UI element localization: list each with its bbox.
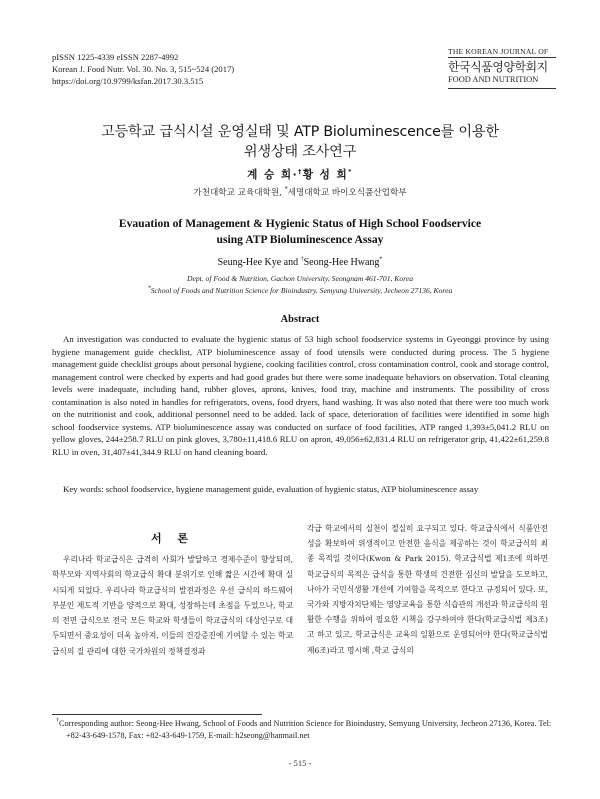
corresponding-mark: † — [298, 168, 303, 176]
affiliations-english — [0, 273, 600, 296]
affiliations-korean — [0, 186, 600, 198]
intro-left-column: 우리나라 학교급식은 급격히 사회가 발달하고 경제수준이 향상되며, 학부모와 지역사회의 학교급식 확대 분위기로 인해 짧은 시간에 확대 실시되게 되었다. 우리나라 학교급식의 발전과정은 우선 급식의 하드웨어 부분인 제도적 기반을 양적으로 확대, 성장하는데 초점을 두었으나, 학교의 전면 급식으로 전국 모든 학교와 학생들이 학교급식의 대상인구로 대두되면서 중요성이 더욱 높아져, 이들의 건강증진에 기여할 수 있는 학교급식의 질 관리에 대한 국가차원의 정책결정과 — [52, 555, 293, 656]
page-number: - 515 - — [288, 758, 312, 768]
affiliation-mark: * — [348, 168, 353, 176]
author-en-1: Seung-Hee Kye and — [217, 257, 301, 268]
keywords: Key words: school foodservice, hygiene management guide, evaluation of hygienic status, ATP bioluminescence assay — [63, 484, 479, 494]
abstract-heading: Abstract — [280, 314, 320, 325]
title-en-line-2: using ATP Bioluminescence Assay — [216, 233, 384, 246]
author-ko-separator: · — [292, 169, 299, 181]
section-heading-introduction: 서 론 — [150, 532, 195, 545]
affiliation-en-mark: * — [147, 284, 151, 291]
paper-title-korean — [0, 122, 600, 162]
citation-line: Korean J. Food Nutr. Vol. 30. No. 3, 515~524 (2017) — [52, 64, 235, 74]
author-ko-2: 황 성 희 — [302, 169, 349, 181]
journal-logo — [448, 44, 556, 91]
authors-korean — [0, 167, 600, 182]
footnote-text: Corresponding author: Seong-Hee Hwang, School of Foods and Nutrition Science for Bioindustry, Semyung University, Jecheon 27136, Korea. Tel: +82-43-649-1578, Fax: +82-43-649-1759, E-mail: h2seong@hanmail.net — [59, 719, 552, 740]
title-ko-line-1: 고등학교 급식시설 운영실태 및 ATP Bioluminescence를 이용한 — [101, 124, 499, 140]
title-en-line-1: Evauation of Management & Hygienic Status of High School Foodservice — [118, 217, 482, 230]
journal-name-ko: 한국식품영양학회지 — [448, 60, 548, 74]
journal-name-en-bottom: FOOD AND NUTRITION — [448, 75, 539, 84]
journal-logo-rule-top — [448, 57, 556, 58]
journal-name-en-top: THE KOREAN JOURNAL OF — [448, 47, 549, 56]
affiliation-ko-mark: * — [284, 186, 288, 194]
affiliation-en-2: School of Foods and Nutrition Science for Bioindustry, Semyung University, Jecheon 27136, Korea — [150, 285, 453, 295]
footnote-mark: † — [56, 718, 59, 725]
journal-header-info — [52, 51, 234, 87]
affiliation-en-1: Dept. of Food & Nutrition, Gachon University, Seongnam 461-701, Korea — [186, 274, 414, 283]
footnote-divider — [52, 714, 262, 715]
issn-line: pISSN 1225-4339 eISSN 2287-4992 — [52, 52, 179, 62]
paper-title-english — [0, 216, 600, 248]
authors-english — [0, 257, 600, 268]
affiliation-ko-1: 가천대학교 교육대학원, — [193, 188, 282, 198]
abstract-body: An investigation was conducted to evaluate the hygienic status of 53 high school foodservice systems in Gyeonggi province by using hygiene management guide checklist, ATP bioluminescence assay of food utensils were conducted during process. The 5 hygiene management guide checklist groups about personal hygiene, cooking facilities control, cross contamination control, cook and storage control, management control were checked by experts and had good grades but there were some inadequate behaviors on observation. Total cleaning levels were inadequate, including hand, rubber gloves, aprons, knives, food tray, machine and instruments. The possibility of cross contamination is also noted in handles for refrigerators, ovens, food dryers, hand washing. It was also noted that there were too much work on the nutritionist and cook, additional personnel need to be added. lack of space, deterioration of facilities were identified in some high school foodservice systems. ATP bioluminescence assay was conducted on surface of food facilities, ATP ranged 1,393±5,041.2 RLU on yellow gloves, 244±258.7 RLU on pink gloves, 3,780±11,418.6 RLU on apron, 49,056±62,831.4 RLU on refrigerator grip, 41,422±61,259.8 RLU in oven, 31,407±41,344.9 RLU on hand cleaning board. — [52, 334, 549, 457]
corresponding-mark-en: † — [300, 256, 304, 263]
doi-link[interactable]: https://doi.org/10.9799/ksfan.2017.30.3.515 — [52, 76, 204, 86]
title-ko-line-2: 위생상태 조사연구 — [243, 144, 357, 160]
corresponding-author-footnote — [52, 718, 552, 742]
affiliation-ko-2: 세명대학교 바이오식품산업학부 — [287, 188, 407, 198]
affiliation-en-2-wrap — [0, 285, 600, 297]
author-ko-1: 계 승 희 — [247, 169, 293, 181]
intro-right-column: 각급 학교에서의 실천이 절실히 요구되고 있다. 학교급식에서 식품안전성을 확보하여 위생적이고 안전한 음식을 제공하는 것이 학교급식의 최종 목적일 것이다(Kwon & Park 2015). 학교급식법 제1조에 의하면 학교급식의 목적은 급식을 통한 학생의 건전한 심신의 발달을 도모하고, 나아가 국민식생활 개선에 기여함을 목적으로 한다고 규정되어 있다. 또, 국가와 지방자치단체는 영양교육을 통한 식습관의 개선과 학교급식의 원활한 수행을 위하여 필요한 시책을 강구하여야 한다(학교급식법 제3조)고 하고 있고, 학교급식은 교육의 일환으로 운영되어야 한다(학교급식법 제6조)라고 명시해 ,학교 급식의 — [307, 524, 548, 655]
journal-logo-rule-bottom — [448, 88, 556, 89]
affiliation-mark-en: * — [379, 256, 383, 263]
author-en-2: Seong-Hee Hwang — [303, 257, 380, 268]
